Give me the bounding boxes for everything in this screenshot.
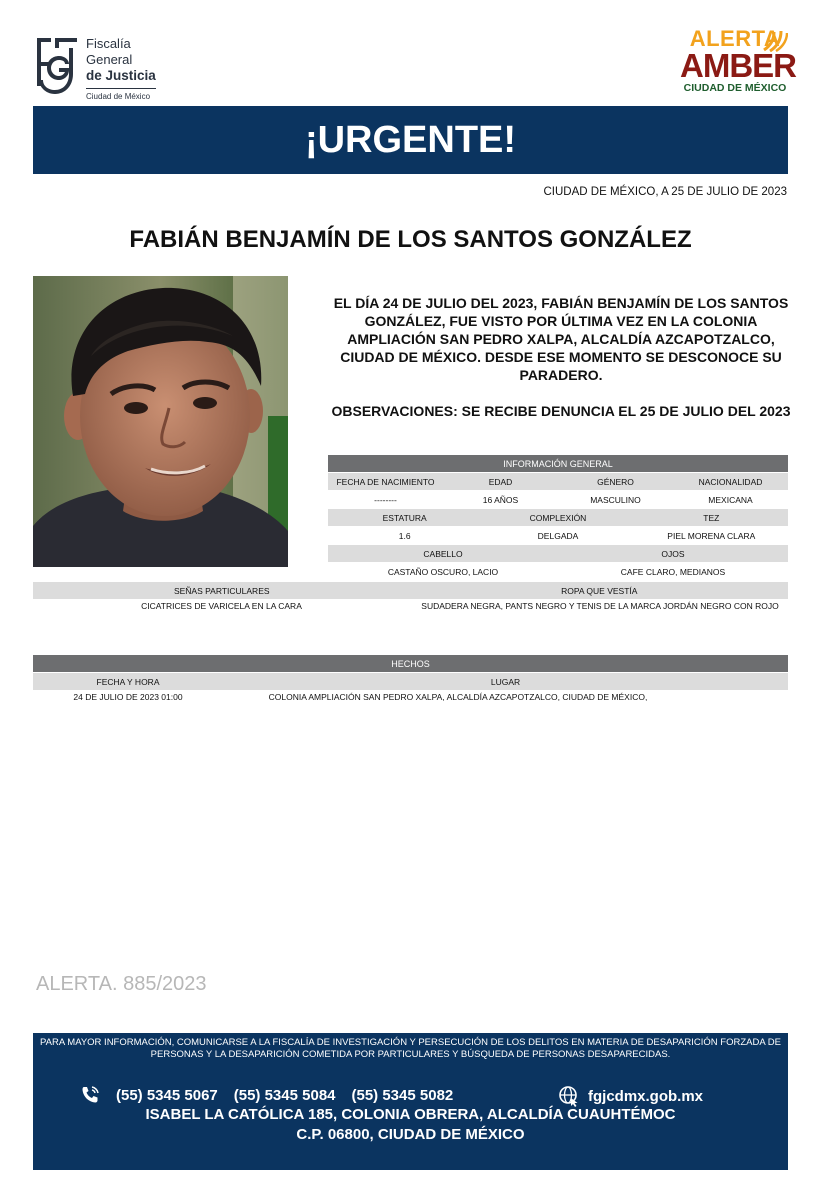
value-senas-particulares: CICATRICES DE VARICELA EN LA CARA — [141, 601, 302, 611]
header-nacionalidad: NACIONALIDAD — [698, 476, 763, 487]
portrait-illustration — [33, 276, 288, 567]
fgj-city: Ciudad de México — [86, 88, 156, 102]
header-genero: GÉNERO — [597, 476, 634, 487]
header-senas-particulares: SEÑAS PARTICULARES — [173, 585, 270, 596]
address-line-1: ISABEL LA CATÓLICA 185, COLONIA OBRERA, ALCALDÍA CUAUHTÉMOC — [145, 1106, 676, 1123]
header-tez: TEZ — [703, 512, 720, 523]
value-tez: PIEL MORENA CLARA — [667, 530, 756, 541]
value-fecha-nacimiento: -------- — [374, 494, 397, 505]
header-estatura: ESTATURA — [382, 512, 427, 523]
fgj-line-2: General — [86, 52, 133, 67]
fgj-logo — [33, 34, 193, 102]
globe-cursor-icon — [558, 1085, 580, 1107]
value-genero: MASCULINO — [590, 494, 641, 505]
phone-icon — [80, 1085, 100, 1105]
value-complexion: DELGADA — [537, 530, 579, 541]
header-fecha-hora: FECHA Y HORA — [96, 676, 160, 687]
fgj-line-3: de Justicia — [86, 68, 156, 83]
value-fecha-hora: 24 DE JULIO DE 2023 01:00 — [73, 691, 183, 702]
hechos-values — [33, 688, 788, 705]
header-lugar: LUGAR — [490, 676, 521, 687]
info-row2-values — [328, 527, 788, 544]
value-edad: 16 AÑOS — [482, 494, 519, 505]
info-row1-values — [328, 491, 788, 508]
info-general-title: INFORMACIÓN GENERAL — [328, 455, 788, 472]
value-ropa: SUDADERA NEGRA, PANTS NEGRO Y TENIS DE LA MARCA JORDÁN NEGRO CON ROJO — [421, 601, 779, 611]
info-row1-headers — [328, 473, 788, 490]
amber-word-alerta: ALERTA — [689, 26, 781, 51]
header-fecha-nacimiento: FECHA DE NACIMIENTO — [336, 476, 435, 487]
fgj-emblem-icon — [33, 34, 81, 98]
amber-word-city: CIUDAD DE MÉXICO — [683, 82, 787, 94]
value-cabello: CASTAÑO OSCURO, LACIO — [387, 566, 499, 577]
footer-website — [558, 1085, 703, 1107]
phone-number-1[interactable]: (55) 5345 5067 — [116, 1086, 218, 1104]
date-line: CIUDAD DE MÉXICO, A 25 DE JULIO DE 2023 — [543, 186, 787, 198]
footer-phones — [80, 1085, 453, 1105]
missing-person-name: FABIÁN BENJAMÍN DE LOS SANTOS GONZÁLEZ — [129, 226, 692, 253]
website-link[interactable]: fgjcdmx.gob.mx — [588, 1087, 704, 1105]
footer-address — [33, 1105, 788, 1145]
signal-waves-icon — [762, 30, 788, 52]
value-lugar: COLONIA AMPLIACIÓN SAN PEDRO XALPA, ALCALDÍA AZCAPOTZALCO, CIUDAD DE MÉXICO, — [268, 691, 648, 702]
header-ojos: OJOS — [661, 548, 685, 559]
amber-word-amber: AMBER — [680, 47, 796, 84]
info-row2-headers — [328, 509, 788, 526]
fgj-line-1: Fiscalía — [86, 36, 131, 51]
header-cabello: CABELLO — [423, 548, 463, 559]
narrative-text: EL DÍA 24 DE JULIO DEL 2023, FABIÁN BENJAMÍN DE LOS SANTOS GONZÁLEZ, FUE VISTO POR ÚLTIMA VEZ EN LA COLONIA AMPLIACIÓN SAN PEDRO XALPA, ALCALDÍA AZCAPOTZALCO, CIUDAD DE MÉXICO. DESDE ESE MOMENTO SE DESCONOCE SU PARADERO. — [333, 295, 789, 383]
hechos-title: HECHOS — [33, 655, 788, 672]
value-estatura: 1.6 — [398, 530, 411, 541]
alert-number: ALERTA. 885/2023 — [36, 973, 207, 995]
footer-contact — [33, 1033, 788, 1170]
alerta-amber-logo — [680, 26, 796, 100]
urgent-banner: ¡URGENTE! — [33, 106, 788, 174]
info-row3-values — [328, 563, 788, 580]
value-ojos: CAFE CLARO, MEDIANOS — [620, 566, 726, 577]
header-edad: EDAD — [488, 476, 513, 487]
particulars-headers — [33, 582, 788, 599]
address-line-2: C.P. 06800, CIUDAD DE MÉXICO — [296, 1126, 525, 1143]
observations-text: OBSERVACIONES: SE RECIBE DENUNCIA EL 25 DE JULIO DEL 2023 — [331, 403, 791, 419]
header-ropa: ROPA QUE VESTÍA — [561, 585, 638, 596]
header-complexion: COMPLEXIÓN — [529, 512, 587, 523]
phone-number-2[interactable]: (55) 5345 5084 — [233, 1086, 336, 1104]
info-row3-headers — [328, 545, 788, 562]
missing-person-photo — [33, 276, 288, 567]
value-nacionalidad: MEXICANA — [708, 494, 753, 505]
phone-number-3[interactable]: (55) 5345 5082 — [351, 1086, 454, 1104]
fgj-wordmark — [86, 36, 156, 102]
footer-info-text: PARA MAYOR INFORMACIÓN, COMUNICARSE A LA FISCALÍA DE INVESTIGACIÓN Y PERSECUCIÓN DE LOS DELITOS EN MATERIA DE DESAPARICIÓN FORZADA DE PERSONAS Y LA DESAPARICIÓN COMETIDA POR PARTICULARES Y BÚSQUEDA DE PERSONAS DESAPARECIDAS. — [40, 1037, 781, 1060]
